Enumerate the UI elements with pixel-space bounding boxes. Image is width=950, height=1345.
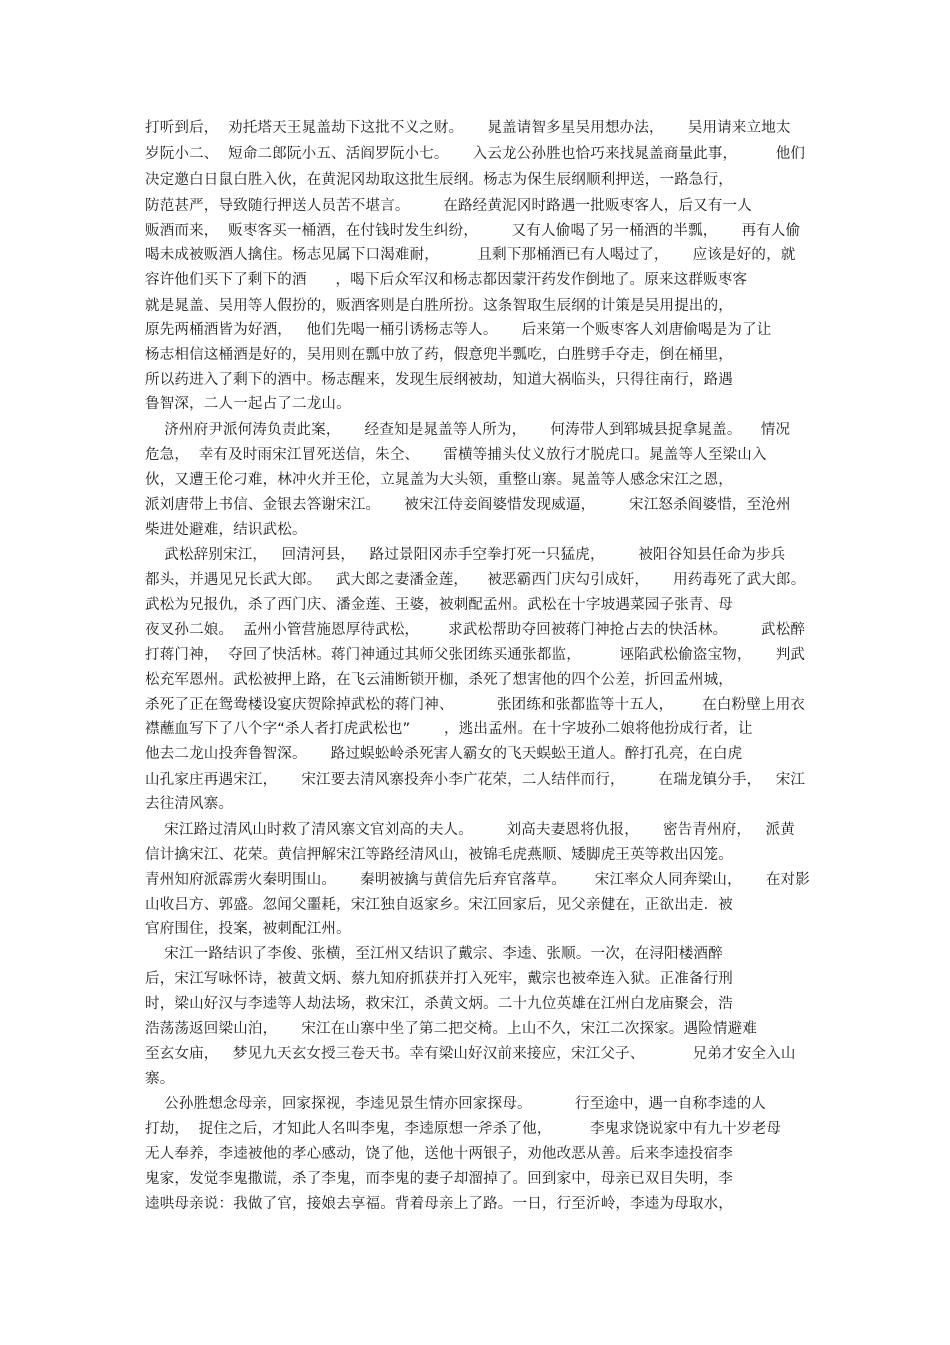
text-line: 鬼家，发觉李鬼撒谎，杀了李鬼，而李鬼的妻子却溜掉了。回到家中，母亲已双目失明，李	[145, 1171, 733, 1187]
text-line: 济州府尹派何涛负责此案， 经查知是晁盖等人所为， 何涛带人到郓城县捉拿晁盖。 情况	[145, 422, 791, 438]
text-line: 夜叉孙二娘。 孟州小管营施恩厚待武松， 求武松帮助夺回被蒋门神抢占去的快活林。 武松醉	[145, 622, 806, 638]
text-line: 时，梁山好汉与李逵等人劫法场，救宋江，杀黄文炳。二十九位英雄在江州白龙庙聚会，浩	[145, 996, 733, 1012]
text-line: 所以药进入了剩下的酒中。杨志醒来，发现生辰纲被劫，知道大祸临头，只得往南行，路遇	[145, 372, 733, 388]
text-line: 就是晁盖、吴用等人假扮的，贩酒客则是白胜所扮。这条智取生辰纲的计策是吴用提出的，	[145, 298, 733, 314]
text-line: 青州知府派霹雳火秦明围山。 秦明被擒与黄信先后弃官落草。 宋江率众人同奔梁山， 在对影	[145, 872, 810, 888]
text-line: 原先两桶酒皆为好酒， 他们先喝一桶引诱杨志等人。 后来第一个贩枣客人刘唐偷喝是为了让	[145, 322, 772, 338]
text-line: 寨。	[145, 1071, 175, 1087]
text-line: 襟蘸血写下了八个字“杀人者打虎武松也” ，逃出孟州。在十字坡孙二娘将他扮成行者，让	[145, 721, 753, 737]
text-line: 柴进处避难，结识武松。	[145, 522, 307, 538]
text-line: 宋江一路结识了李俊、张横，至江州又结识了戴宗、李逵、张顺。一次，在浔阳楼酒醉	[145, 946, 723, 962]
text-line: 他去二龙山投奔鲁智深。 路过蜈蚣岭杀死害人霸女的飞天蜈蚣王道人。醉打孔亮，在白虎	[145, 746, 743, 762]
text-line: 喝未成被贩酒人擒住。杨志见属下口渴难耐， 且剩下那桶酒已有人喝过了， 应该是好的，就	[145, 247, 796, 263]
text-line: 杨志相信这桶酒是好的，吴用则在瓢中放了药，假意兜半瓢吃，白胜劈手夺走，倒在桶里，	[145, 347, 733, 363]
text-line: 打劫， 捉住之后，才知此人名叫李鬼，李逵原想一斧杀了他， 李鬼求饶说家中有九十岁老母	[145, 1121, 782, 1137]
text-line: 松充军恩州。武松被押上路，在飞云浦断锁开枷，杀死了想害他的四个公差，折回孟州城，	[145, 672, 733, 688]
text-line: 浩荡荡返回梁山泊， 宋江在山寨中坐了第二把交椅。上山不久，宋江二次探家。遇险情避难	[145, 1021, 758, 1037]
text-line: 都头，并遇见兄长武大郎。 武大郎之妻潘金莲， 被恶霸西门庆勾引成奸， 用药毒死了武大郎。	[145, 572, 806, 588]
text-line: 宋江路过清风山时救了清风寨文官刘高的夫人。 刘高夫妻恩将仇报， 密告青州府， 派黄	[145, 822, 795, 838]
text-line: 防范甚严，导致随行押送人员苦不堪言。 在路经黄泥冈时路遇一批贩枣客人，后又有一人	[145, 198, 752, 214]
text-line: 贩酒而来， 贩枣客买一桶酒，在付钱时发生纠纷， 又有人偷喝了另一桶酒的半瓢， 再有人偷	[145, 223, 801, 239]
text-line: 杀死了正在鸳鸯楼设宴庆贺除掉武松的蒋门神、 张团练和张都监等十五人， 在白粉壁上用衣	[145, 697, 806, 713]
text-line: 无人奉养，李逵被他的孝心感动，饶了他，送他十两银子，劝他改恶从善。后来李逵投宿李	[145, 1146, 733, 1162]
text-line: 后，宋江写咏怀诗，被黄文炳、蔡九知府抓获并打入死牢，戴宗也被牵连入狱。正准备行刑	[145, 971, 733, 987]
text-line: 信计擒宋江、花荣。黄信押解宋江等路经清风山，被锦毛虎燕顺、矮脚虎王英等救出囚笼。	[145, 847, 733, 863]
text-line: 容许他们买下了剩下的酒 ，喝下后众军汉和杨志都因蒙汗药发作倒地了。原来这群贩枣客	[145, 272, 748, 288]
text-line: 鲁智深，二人一起占了二龙山。	[145, 396, 351, 412]
text-line: 去往清风寨。	[145, 796, 234, 812]
text-line: 山收吕方、郭盛。忽闻父噩耗，宋江独自返家乡。宋江回家后，见父亲健在，正欲出走．被	[145, 897, 733, 913]
text-line: 武松辞别宋江， 回清河县， 路过景阳冈赤手空拳打死一只猛虎， 被阳谷知县任命为步兵	[145, 547, 786, 563]
text-line: 公孙胜想念母亲，回家探视，李逵见景生情亦回家探母。 行至途中，遇一自称李逵的人	[145, 1096, 767, 1112]
text-line: 决定邀白日鼠白胜入伙，在黄泥冈劫取这批生辰纲。杨志为保生辰纲顺利押送，一路急行，	[145, 172, 733, 188]
text-line: 打蒋门神， 夺回了快活林。蒋门神通过其师父张团练买通张都监， 诬陷武松偷盗宝物， 判武	[145, 647, 806, 663]
text-line: 官府围住，投案，被刺配江州。	[145, 921, 351, 937]
text-line: 打听到后， 劝托塔天王晁盖劫下这批不义之财。 晁盖请智多星吴用想办法， 吴用请来立地太	[145, 120, 791, 136]
text-line: 武松为兄报仇，杀了西门庆、潘金莲、王婆，被刺配孟州。武松在十字坡遇菜园子张青、母	[145, 597, 733, 613]
text-line: 岁阮小二、 短命二郎阮小五、活阎罗阮小七。 入云龙公孙胜也恰巧来找晁盖商量此事， 他们	[145, 146, 806, 162]
text-line: 逵哄母亲说：我做了官，接娘去享福。背着母亲上了路。一日，行至沂岭，李逵为母取水，	[145, 1196, 733, 1212]
text-line: 危急， 幸有及时雨宋江冒死送信，朱仝、 雷横等捕头仗义放行才脱虎口。晁盖等人至梁山入	[145, 447, 767, 463]
text-line: 至玄女庙， 梦见九天玄女授三卷天书。幸有梁山好汉前来接应，宋江父子、 兄弟才安全入山	[145, 1046, 796, 1062]
text-line: 伙，又遭王伦刁难，林冲火并王伦，立晁盖为大头领，重整山寨。晁盖等人感念宋江之恩，	[145, 472, 733, 488]
text-line: 山孔家庄再遇宋江， 宋江要去清风寨投奔小李广花荣，二人结伴而行， 在瑞龙镇分手， 宋江	[145, 772, 806, 788]
text-line: 派刘唐带上书信、金银去答谢宋江。 被宋江侍妾阎婆惜发现威逼， 宋江怒杀阎婆惜，至沧州	[145, 497, 791, 513]
